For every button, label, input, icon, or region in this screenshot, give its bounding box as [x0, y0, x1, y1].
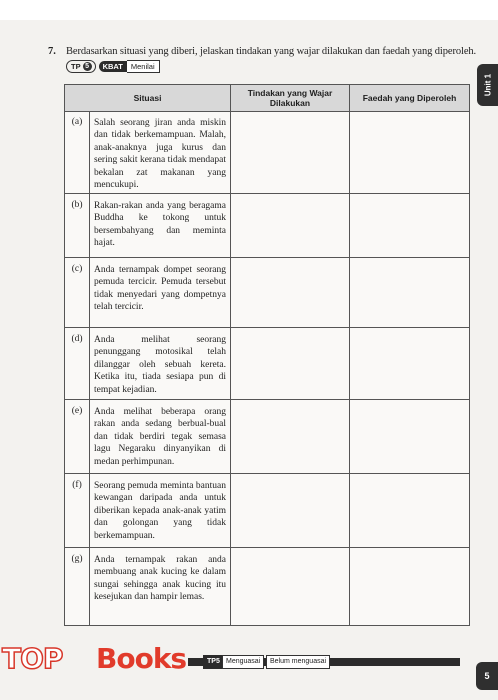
row-situation: Anda ternampak dompet seorang pemuda tercicir. Pemuda tersebut tidak menyedari yang dompetnya telah tercicir.: [94, 265, 226, 313]
kbat-label: Menilai: [127, 60, 160, 73]
table-row-e: [65, 400, 469, 474]
row-label: (c): [71, 264, 83, 274]
header-tindakan: Tindakan yang Wajar Dilakukan: [247, 88, 333, 108]
row-situation: Salah seorang jiran anda miskin dan tidak berkemampuan. Malah, anak-anaknya juga kurus dan sering sakit kerana tidak mendapat bekalan zat makanan yang mencukupi.: [94, 118, 226, 191]
row-situation: Rakan-rakan anda yang beragama Buddha ke tokong untuk bersembahyang dan meminta hajat.: [94, 201, 226, 249]
row-label: (e): [71, 406, 83, 416]
row-situation: Anda ternampak rakan anda membuang anak kucing ke dalam sungai sehingga anak kucing itu kesejukan dan hampir lemas.: [94, 555, 226, 603]
table-row-d: [65, 328, 469, 400]
footer-belum-menguasai: Belum menguasai: [266, 655, 330, 669]
logo-top: TOP: [2, 642, 63, 675]
table-row-a: [65, 111, 469, 194]
tp-label: TP: [71, 61, 81, 71]
row-label: (d): [71, 334, 83, 344]
question-number: 7.: [48, 46, 56, 57]
row-situation: Seorang pemuda meminta bantuan kewangan daripada anda untuk diberikan kepada anak-anak yatim dan golongan yang tidak berkemampuan.: [94, 481, 226, 541]
question-text: Berdasarkan situasi yang diberi, jelaskan tindakan yang wajar dilakukan dan faedah yang diperoleh.: [66, 46, 477, 57]
unit-tab: [477, 64, 498, 106]
row-label: (g): [71, 554, 83, 564]
tp-badge: [66, 60, 96, 73]
top-strip: [0, 0, 498, 20]
row-situation: Anda melihat seorang penunggang motosikal telah dilanggar oleh sebuah kereta. Ketika itu, tiada sesiapa pun di tempat kejadian.: [94, 335, 226, 395]
kbat-badge: KBAT: [99, 61, 127, 72]
row-label: (b): [71, 200, 83, 210]
table-row-g: [65, 548, 469, 625]
row-label: (f): [72, 480, 82, 490]
footer-tp5: TP5: [203, 655, 224, 669]
table-row-c: [65, 258, 469, 328]
header-situasi: Situasi: [133, 93, 162, 103]
situation-table: [64, 84, 470, 626]
header-faedah: Faedah yang Diperoleh: [362, 93, 457, 103]
page-number: 5: [476, 662, 498, 690]
tp-level: 5: [83, 62, 92, 71]
table-row-b: [65, 194, 469, 258]
row-situation: Anda melihat beberapa orang rakan anda sedang berbual-bual dan tidak berdiri tegak semasa lagu Negaraku dinyanyikan di medan perhimpunan.: [94, 407, 226, 467]
topbooks-logo: [0, 640, 188, 678]
question-tags: [66, 60, 160, 72]
footer-menguasai: Menguasai: [222, 655, 264, 669]
table-row-f: [65, 474, 469, 548]
table-header: [65, 85, 469, 112]
row-label: (a): [71, 117, 83, 127]
logo-books: Books: [96, 642, 187, 675]
unit-tab-label: Unit 1: [483, 73, 492, 97]
